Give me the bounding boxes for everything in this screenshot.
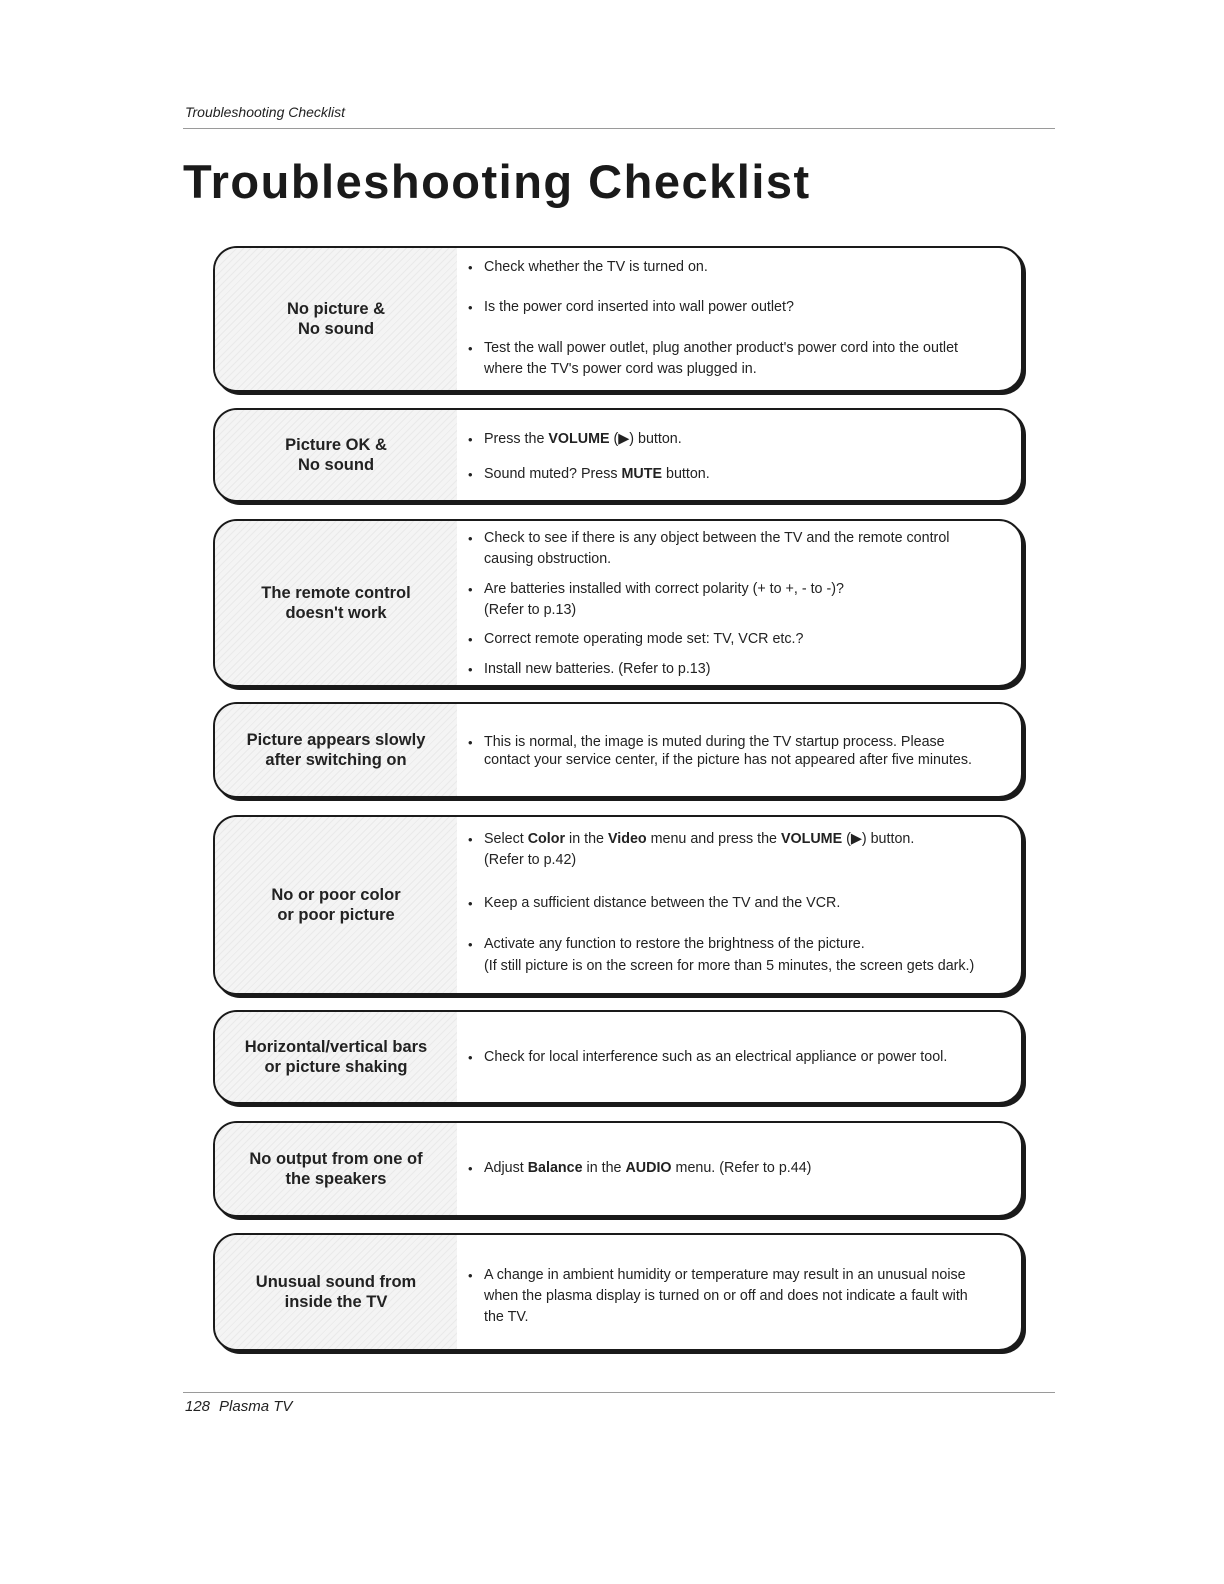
color-menu-ref: Color xyxy=(527,831,566,847)
problem-label-cell xyxy=(215,1235,457,1349)
problem-label-cell xyxy=(215,704,457,796)
page-number: 128 xyxy=(185,1398,211,1415)
solution-item: • Select Color in the Video menu and press the VOLUME (▶) button. (Refer to p.42) xyxy=(463,829,1003,871)
balance-menu-ref: Balance xyxy=(527,1160,583,1176)
solution-list xyxy=(463,817,1003,993)
solution-list xyxy=(463,1123,1003,1215)
problem-label-cell xyxy=(215,410,457,500)
problem-label-cell xyxy=(215,248,457,390)
problem-label: Picture appears slowly after switching on xyxy=(246,731,426,769)
audio-menu-ref: AUDIO xyxy=(625,1160,672,1176)
solution-item: • This is normal, the image is muted during the TV startup process. Please contact your service center, if the picture has not appeared after five minutes. xyxy=(463,732,1003,771)
footer-rule xyxy=(183,1392,1055,1393)
solution-item: • Press the VOLUME (▶) button. xyxy=(463,429,1003,450)
checklist-entry-remote-control xyxy=(213,519,1023,687)
problem-label-cell xyxy=(215,1123,457,1215)
problem-label: Unusual sound from inside the TV xyxy=(255,1273,417,1311)
checklist-entry-poor-color xyxy=(213,815,1023,995)
problem-label-cell xyxy=(215,1012,457,1102)
problem-label-cell xyxy=(215,817,457,993)
solution-item: • Are batteries installed with correct polarity (+ to +, - to -)? (Refer to p.13) xyxy=(463,579,1003,621)
solution-item: • Check whether the TV is turned on. xyxy=(463,257,1003,278)
page-footer xyxy=(185,1398,301,1415)
problem-label: Horizontal/vertical bars or picture shaking xyxy=(244,1038,428,1076)
solution-item: • Install new batteries. (Refer to p.13) xyxy=(463,659,1003,680)
problem-label-cell xyxy=(215,521,457,685)
problem-label: The remote control doesn't work xyxy=(261,584,411,622)
volume-key-ref: VOLUME xyxy=(780,831,843,847)
page-title: Troubleshooting Checklist xyxy=(183,155,811,208)
solution-list xyxy=(463,1012,1003,1102)
solution-list xyxy=(463,521,1003,685)
solution-list xyxy=(463,1235,1003,1349)
product-name: Plasma TV xyxy=(219,1398,293,1415)
checklist-entry-bars-shaking xyxy=(213,1010,1023,1104)
problem-label: No or poor color or poor picture xyxy=(271,886,401,924)
solution-item: • Keep a sufficient distance between the TV and the VCR. xyxy=(463,893,1003,914)
problem-label: Picture OK & No sound xyxy=(285,436,387,474)
solution-item: • A change in ambient humidity or temperature may result in an unusual noise when the plasma display is turned on or off and does not indicate a fault with the TV. xyxy=(463,1265,1003,1328)
solution-item: • Check for local interference such as an electrical appliance or power tool. xyxy=(463,1047,1003,1068)
checklist-entry-no-picture-no-sound xyxy=(213,246,1023,392)
problem-label: No output from one of the speakers xyxy=(249,1150,423,1188)
volume-key-ref: VOLUME xyxy=(548,431,610,447)
checklist-entry-picture-ok-no-sound xyxy=(213,408,1023,502)
checklist-entry-picture-appears-slowly xyxy=(213,702,1023,798)
header-rule xyxy=(183,128,1055,129)
checklist-entry-no-speaker-output xyxy=(213,1121,1023,1217)
solution-item: • Sound muted? Press MUTE button. xyxy=(463,464,1003,485)
solution-item: • Correct remote operating mode set: TV, VCR etc.? xyxy=(463,629,1003,650)
mute-key-ref: MUTE xyxy=(621,466,663,482)
solution-item: • Is the power cord inserted into wall power outlet? xyxy=(463,297,1003,318)
solution-list xyxy=(463,704,1003,796)
solution-item: • Activate any function to restore the brightness of the picture. (If still picture is on the screen for more than 5 minutes, the screen gets dark.) xyxy=(463,934,1003,977)
video-menu-ref: Video xyxy=(607,831,647,847)
solution-item: • Check to see if there is any object between the TV and the remote control causing obstruction. xyxy=(463,528,1003,570)
solution-item: • Adjust Balance in the AUDIO menu. (Refer to p.44) xyxy=(463,1158,1003,1179)
solution-list xyxy=(463,248,1003,390)
solution-list xyxy=(463,410,1003,500)
checklist-entry-unusual-sound xyxy=(213,1233,1023,1351)
problem-label: No picture & No sound xyxy=(286,300,386,338)
running-header: Troubleshooting Checklist xyxy=(185,104,346,120)
solution-item: • Test the wall power outlet, plug another product's power cord into the outlet where the TV's power cord was plugged in. xyxy=(463,338,1003,380)
